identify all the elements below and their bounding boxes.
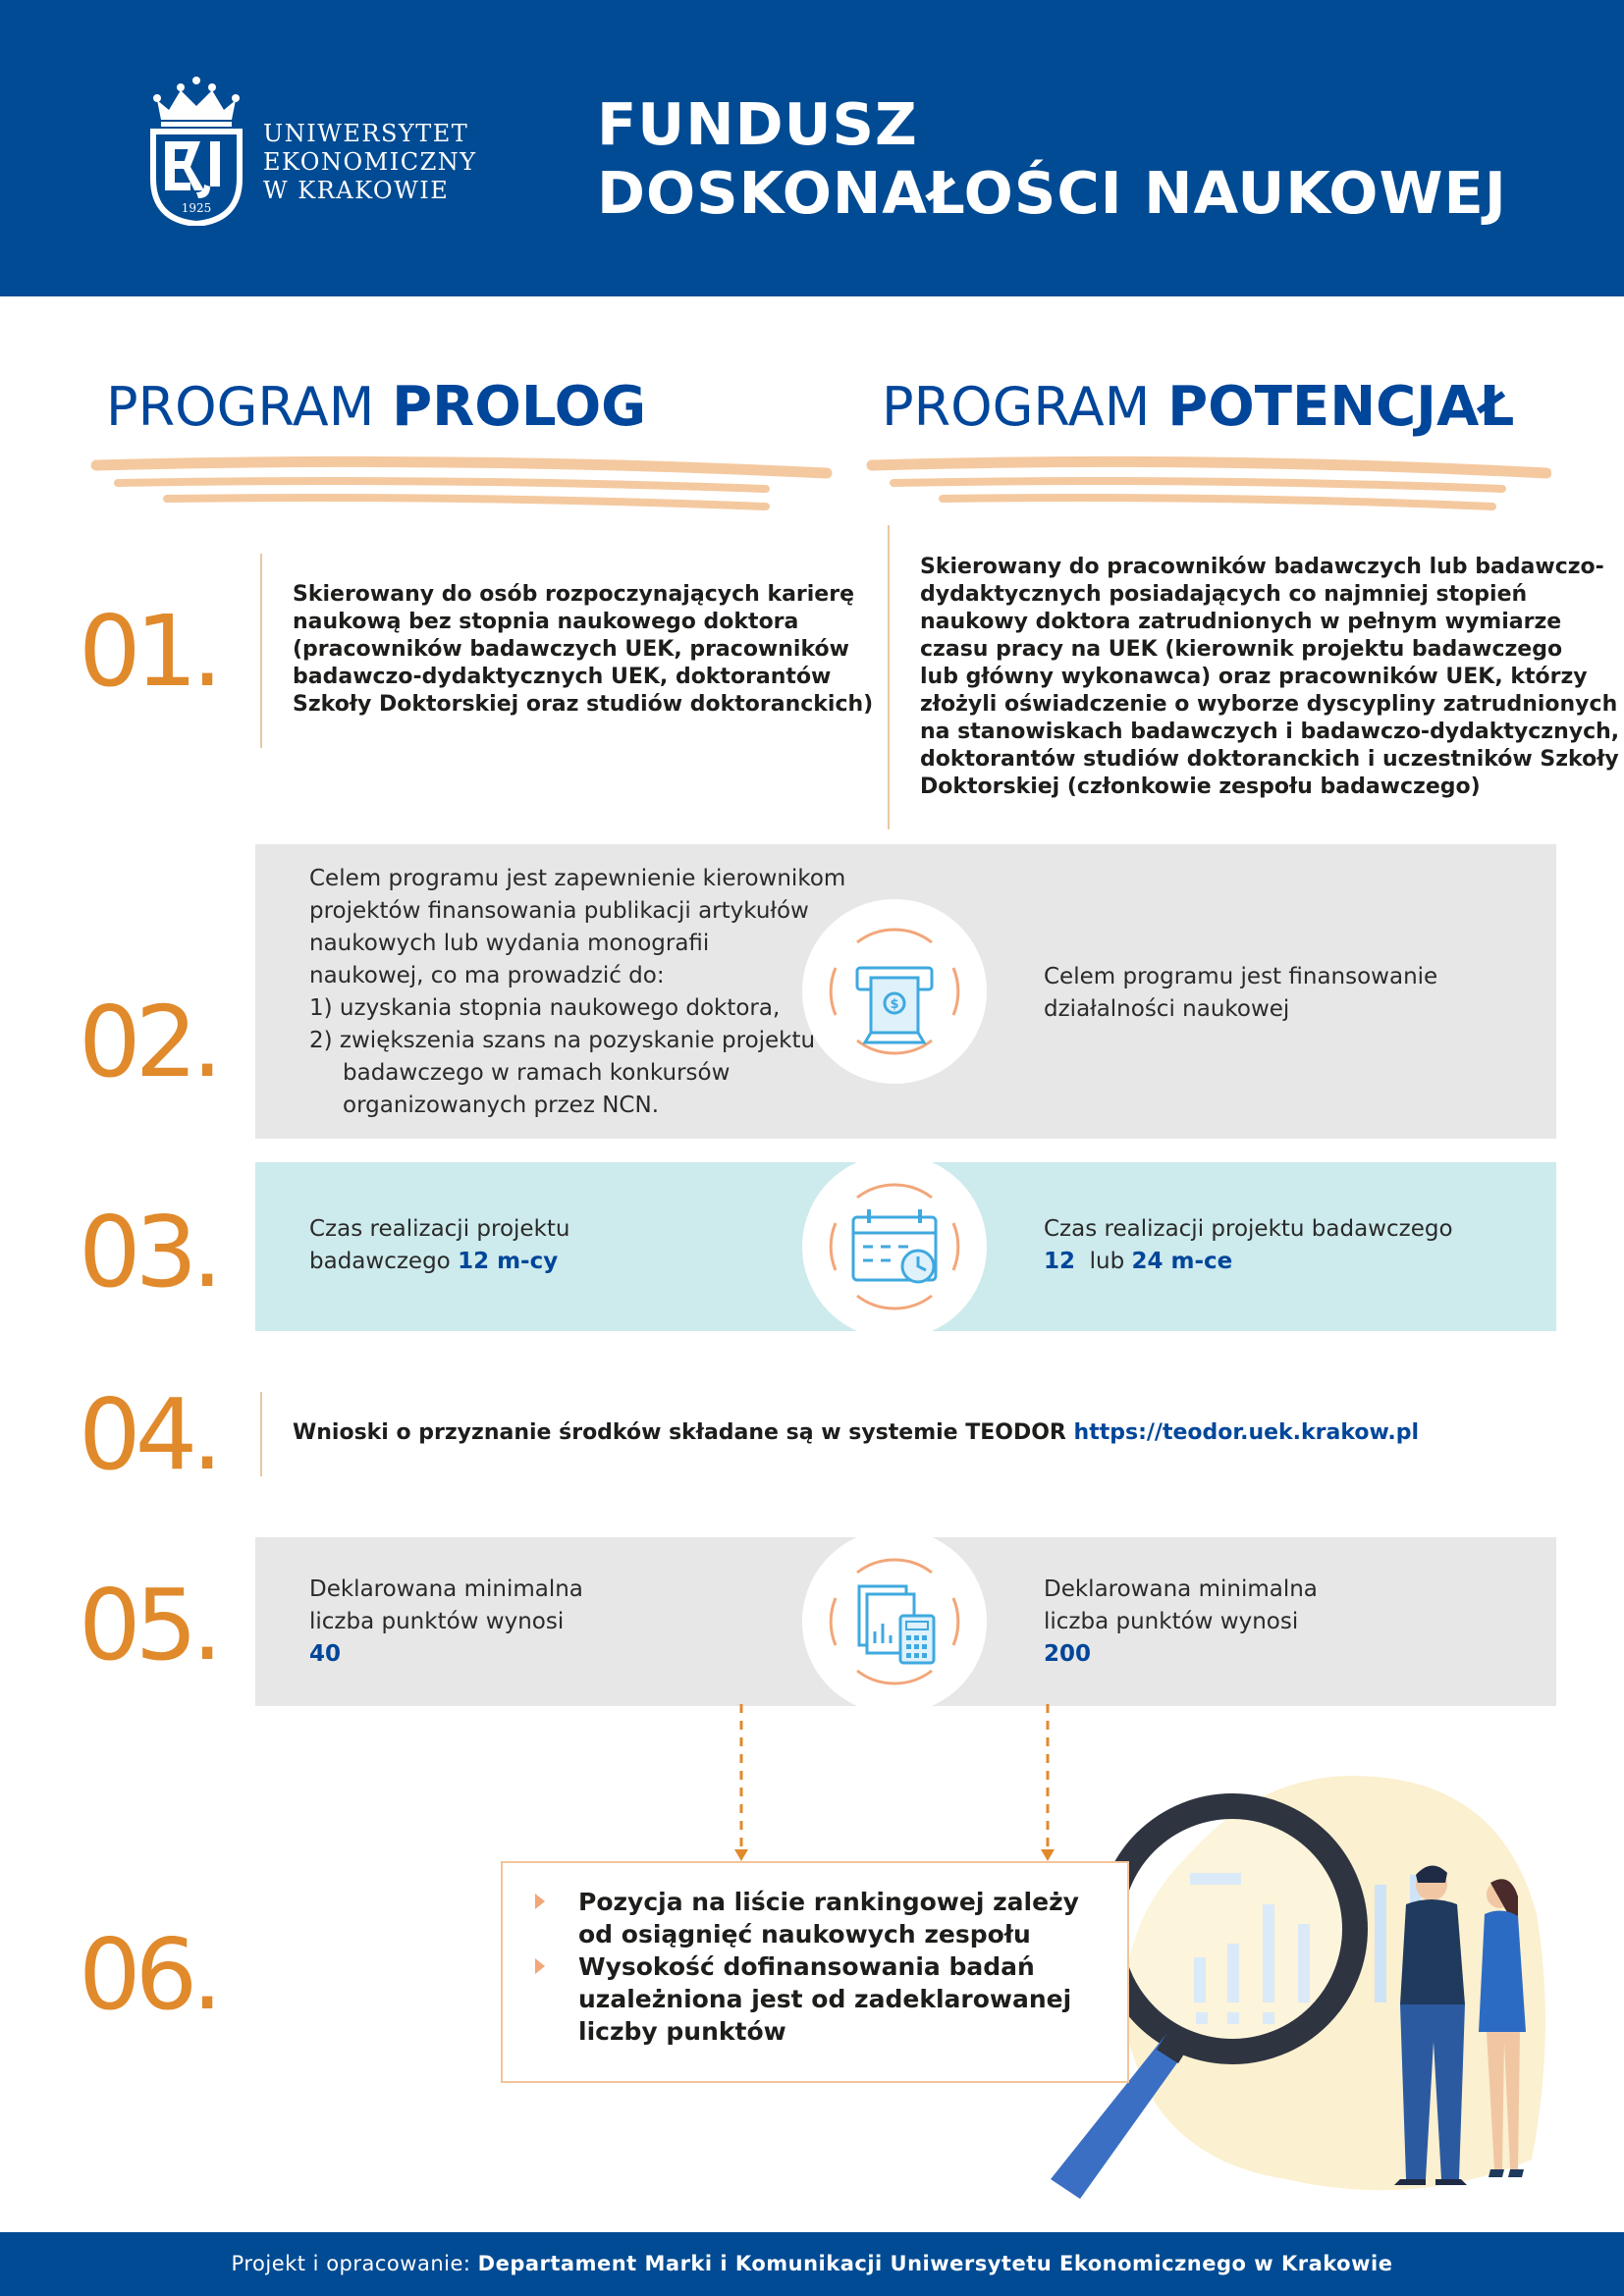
footer: Projekt i opracowanie: Departament Marki i Komunikacji Uniwersytetu Ekonomicznego w Krakowie <box>0 2232 1624 2296</box>
triangle-bullet-icon <box>535 1894 545 1909</box>
step-number-01: 01. <box>79 594 218 709</box>
potencjal-goal: Celem programu jest finansowanie działalności naukowej <box>1044 964 1438 1022</box>
icon-circle-05 <box>802 1529 987 1714</box>
program-potencjal-title: PROGRAM POTENCJAŁ <box>882 375 1515 439</box>
teodor-info: Wnioski o przyznanie środków składane są w systemie TEODOR https://teodor.uek.krakow.pl <box>293 1420 1420 1445</box>
list-item: Pozycja na liście rankingowej zależy od osiągnięć naukowych zespołu <box>535 1886 1079 1950</box>
arrow-down-icon <box>734 1849 748 1861</box>
step-number-04: 04. <box>79 1377 218 1492</box>
icon-circle-02 <box>802 899 987 1084</box>
results-list <box>535 1886 1079 2048</box>
brush-underline-right <box>864 452 1551 516</box>
program-prolog-title: PROGRAM PROLOG <box>106 375 647 439</box>
icon-circle-03 <box>802 1154 987 1339</box>
brush-underline-left <box>88 452 835 516</box>
prolog-audience: Skierowany do osób rozpoczynających karierę naukową bez stopnia naukowego doktora (pracowników badawczych UEK, pracowników badawczo-dydaktycznych UEK, doktorantów Szkoły Doktorskiej oraz studiów doktoranckich) <box>293 582 874 717</box>
university-name: UNIWERSYTET EKONOMICZNY W KRAKOWIE <box>263 120 477 204</box>
logo-year: 1925 <box>181 201 212 215</box>
prolog-points: Deklarowana minimalna liczba punktów wynosi 40 <box>309 1576 583 1667</box>
teodor-link[interactable]: https://teodor.uek.krakow.pl <box>1073 1420 1420 1445</box>
triangle-bullet-icon <box>535 1958 545 1974</box>
documents-calculator-icon <box>802 1529 987 1714</box>
divider-01-right <box>888 525 890 829</box>
page-title: FUNDUSZ DOSKONAŁOŚCI NAUKOWEJ <box>597 90 1507 227</box>
step-number-06: 06. <box>79 1917 218 2032</box>
step-number-03: 03. <box>79 1195 218 1309</box>
divider-01-left <box>260 554 262 748</box>
step-number-02: 02. <box>79 985 218 1099</box>
potencjal-audience: Skierowany do pracowników badawczych lub badawczo- dydaktycznych posiadających co najmniej stopień naukowy doktora zatrudnionych w pełnym wymiarze czasu pracy na UEK (kierownik projektu badawczego lub główny wykonawca) oraz pracowników UEK, którzy złożyli oświadczenie o wyborze dyscypliny zatrudnionych na stanowiskach badawczych i badawczo-dydaktycznych, doktorantów studiów doktoranckich i uczestników Szkoły Doktorskiej (członkowie zespołu badawczego) <box>920 555 1620 799</box>
dashed-arrows <box>727 1704 1060 1867</box>
potencjal-duration: Czas realizacji projektu badawczego 12 lub 24 m-ce <box>1044 1216 1453 1274</box>
divider-04 <box>260 1392 262 1476</box>
step-number-05: 05. <box>79 1568 218 1682</box>
university-logo <box>147 77 245 226</box>
prolog-goal: Celem programu jest zapewnienie kierownikom projektów finansowania publikacji artykułów naukowych lub wydania monografii naukowej, co ma prowadzić do: 1) uzyskania stopnia naukowego doktora, 2) zwiększenia szans na pozyskanie projektu badawczego w ramach konkursów organizowanych przez NCN. <box>309 866 846 1118</box>
prolog-duration: Czas realizacji projektu badawczego 12 m-cy <box>309 1216 570 1274</box>
calendar-clock-icon <box>802 1154 987 1339</box>
atm-cash-icon <box>802 899 987 1084</box>
list-item: Wysokość dofinansowania badań uzależniona jest od zadeklarowanej liczby punktów <box>535 1950 1079 2048</box>
potencjal-points: Deklarowana minimalna liczba punktów wynosi 200 <box>1044 1576 1318 1667</box>
svg-text:$: $ <box>890 997 899 1012</box>
